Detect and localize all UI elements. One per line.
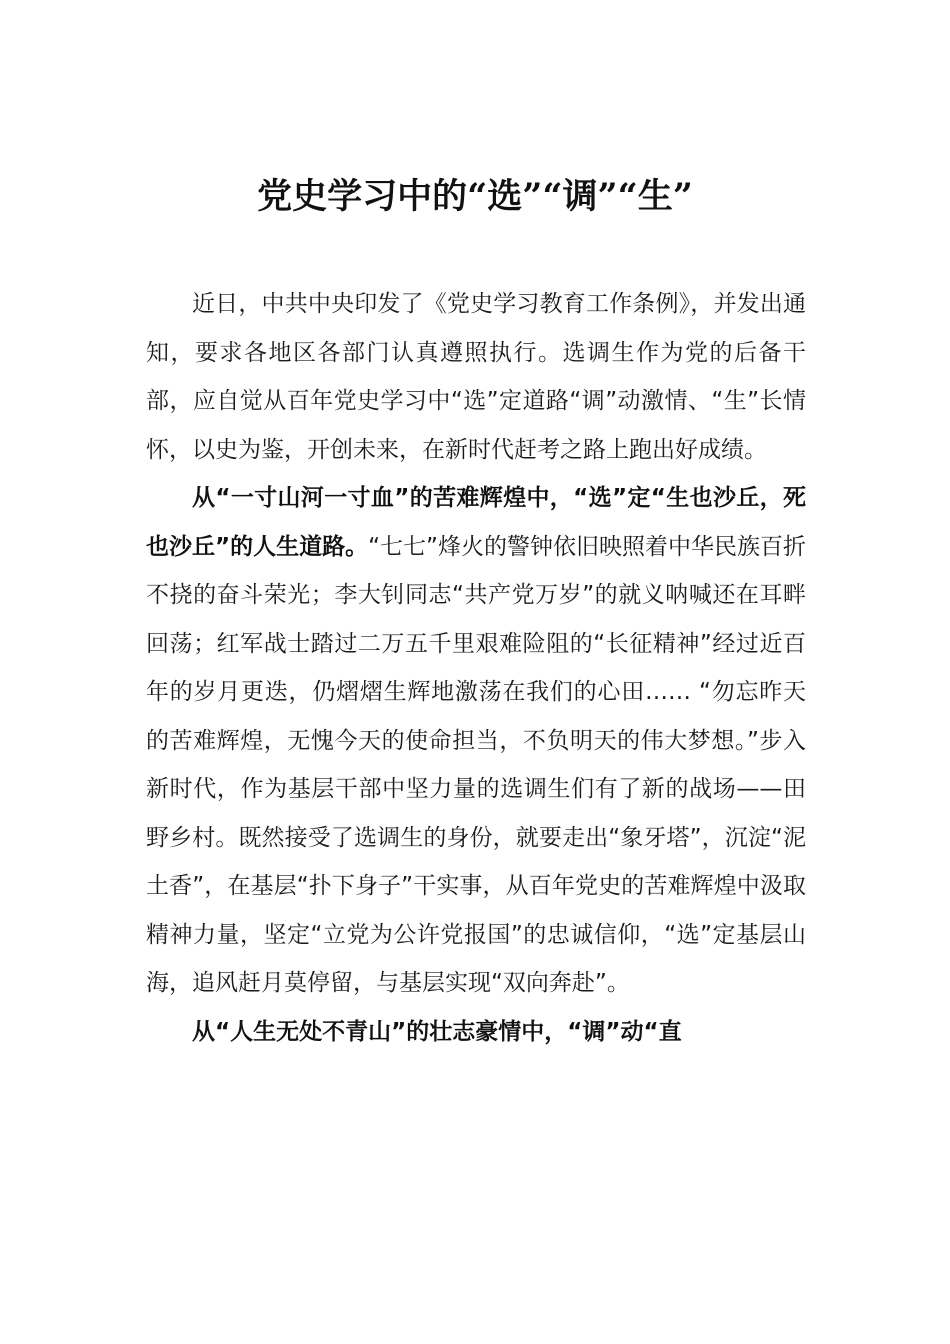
paragraph-lead: 从“一寸山河一寸血”的苦难辉煌中，“选”定“生也沙丘，死也沙丘”的人生道路。 [146,485,806,560]
document-title: 党史学习中的“选”“调”“生” [257,176,693,217]
paragraph-text: “七七”烽火的警钟依旧映照着中华民族百折不挠的奋斗荣光；李大钊同志“共产党万岁”的就义呐喊还在耳畔回荡；红军战士踏过二万五千里艰难险阻的“长征精神”经过近百年的岁月更迭，仍熠熠生辉地激荡在我们的心田…… “勿忘昨天的苦难辉煌，无愧今天的使命担当，不负明天的伟大梦想。”步入新时代，作为基层干部中坚力量的选调生们有了新的战场——田野乡村。既然接受了选调生的身份，就要走出“象牙塔”，沉淀“泥土香”，在基层“扑下身子”干实事，从百年党史的苦难辉煌中汲取精神力量，坚定“立党为公许党报国”的忠诚信仰，“选”定基层山海，追风赶月莫停留，与基层实现“双向奔赴”。 [146,533,806,996]
paragraph-intro [146,280,806,474]
paragraph-lead: 从“人生无处不青山”的壮志豪情中，“调”动“直 [192,1018,682,1045]
document-body [146,280,806,1056]
paragraph-section-2 [146,1008,806,1057]
paragraph-text: 近日，中共中央印发了《党史学习教育工作条例》，并发出通知，要求各地区各部门认真遵照执行。选调生作为党的后备干部，应自觉从百年党史学习中“选”定道路“调”动激情、“生”长情怀，以史为鉴，开创未来，在新时代赶考之路上跑出好成绩。 [146,291,806,463]
paragraph-section-1 [146,474,806,1008]
